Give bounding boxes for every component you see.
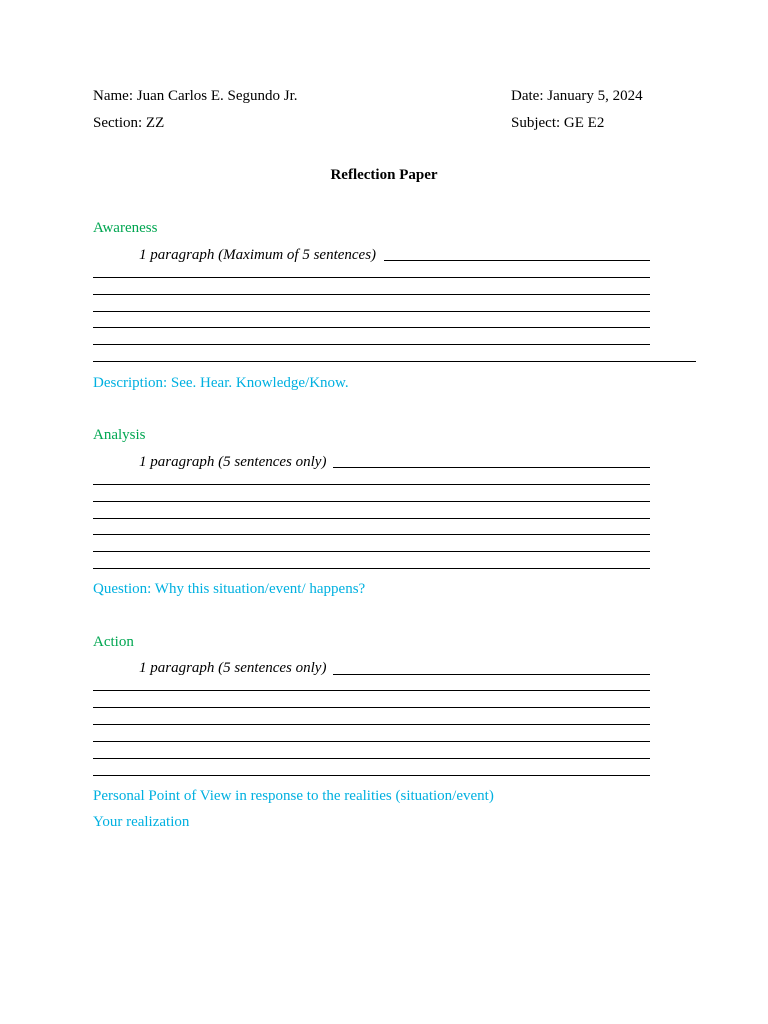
action-line-4[interactable]: [93, 741, 650, 742]
action-line-6[interactable]: [93, 775, 650, 776]
analysis-line-5[interactable]: [93, 551, 650, 552]
awareness-prompt: 1 paragraph (Maximum of 5 sentences): [139, 247, 377, 263]
awareness-line-6[interactable]: [93, 361, 696, 362]
analysis-line-4[interactable]: [93, 534, 650, 535]
analysis-line-1[interactable]: [93, 484, 650, 485]
action-heading: Action: [93, 634, 134, 650]
action-line-3[interactable]: [93, 724, 650, 725]
analysis-note: Question: Why this situation/event/ happens?: [93, 581, 366, 597]
action-note-pov: Personal Point of View in response to the realities (situation/event): [93, 788, 494, 804]
awareness-line-1[interactable]: [93, 277, 650, 278]
awareness-line-5[interactable]: [93, 344, 650, 345]
section-field: Section: ZZ: [93, 115, 165, 131]
subject-field: Subject: GE E2: [511, 115, 605, 131]
awareness-line-4[interactable]: [93, 327, 650, 328]
analysis-prompt: 1 paragraph (5 sentences only): [139, 454, 327, 470]
awareness-line-0[interactable]: [384, 260, 650, 261]
analysis-line-2[interactable]: [93, 501, 650, 502]
awareness-note: Description: See. Hear. Knowledge/Know.: [93, 375, 349, 391]
action-line-0[interactable]: [333, 674, 650, 675]
awareness-line-3[interactable]: [93, 311, 650, 312]
analysis-line-3[interactable]: [93, 518, 650, 519]
awareness-line-2[interactable]: [93, 294, 650, 295]
action-line-5[interactable]: [93, 758, 650, 759]
date-field: Date: January 5, 2024: [511, 88, 643, 104]
analysis-line-0[interactable]: [333, 467, 650, 468]
name-field: Name: Juan Carlos E. Segundo Jr.: [93, 88, 298, 104]
action-note-realization: Your realization: [93, 814, 190, 830]
action-line-2[interactable]: [93, 707, 650, 708]
action-prompt: 1 paragraph (5 sentences only): [139, 660, 327, 676]
action-line-1[interactable]: [93, 690, 650, 691]
analysis-heading: Analysis: [93, 427, 146, 443]
analysis-line-6[interactable]: [93, 568, 650, 569]
page-title: Reflection Paper: [330, 167, 438, 183]
awareness-heading: Awareness: [93, 220, 158, 236]
